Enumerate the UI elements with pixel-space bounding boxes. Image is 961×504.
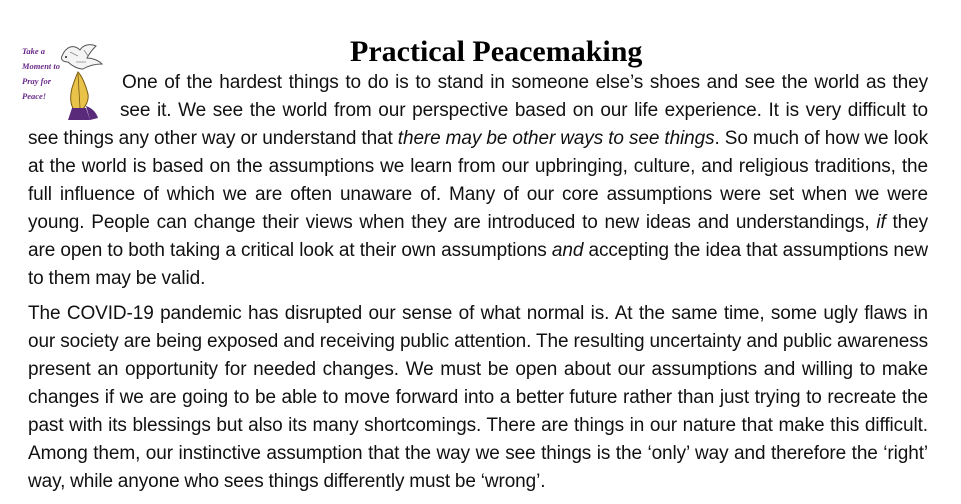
- paragraph-1-emphasis-a: there may be other ways to see things: [397, 128, 715, 149]
- logo-caption: Take a Moment to Pray for Peace!: [22, 46, 61, 101]
- paragraph-1-emphasis-c: and: [551, 240, 584, 261]
- paragraph-1-text-d: accepting the idea that assumptions new to them may be valid.: [28, 240, 928, 289]
- paragraph-2: The COVID-19 pandemic has disrupted our sense of what normal is. At the same time, some ugly flaws in our society are being exposed and receiving public attention. The resulting uncertainty and public awareness present an opportunity for needed changes. We must be open about our assumptions and willing to make changes if we are going to be able to move forward into a better future rather than just trying to recreate the past with its blessings but also its many shortcomings. There are things in our nature that make this difficult. Among them, our instinctive assumption that the way we see things is the ‘only’ way and therefore the ‘right’ way, while anyone who sees things differently must be ‘wrong’.: [28, 303, 928, 492]
- dove-icon: [61, 45, 102, 69]
- paragraph-1-text-b: . So much of how we look at the world is based on the assumptions we learn from our upbringing, culture, and religious traditions, the full influence of which we are often unaware of. Many of our core assumptions were set when we were young. People can change their views when they are introduced to new ideas and understandings,: [28, 128, 929, 233]
- paragraph-1-text-c: they are open to both taking a critical look at their own assumptions: [28, 212, 928, 261]
- logo-wrap-space: [28, 69, 120, 125]
- paragraph-1-text-a: One of the hardest things to do is to stand in someone else’s shoes and see the world as they see it. We see the world from our perspective based on our life experience. It is very difficult to see things any other way or understand that: [28, 72, 928, 149]
- paragraph-1: [28, 69, 928, 293]
- paragraph-1-emphasis-b: if: [876, 212, 886, 233]
- article-title: Practical Peacemaking: [350, 35, 643, 68]
